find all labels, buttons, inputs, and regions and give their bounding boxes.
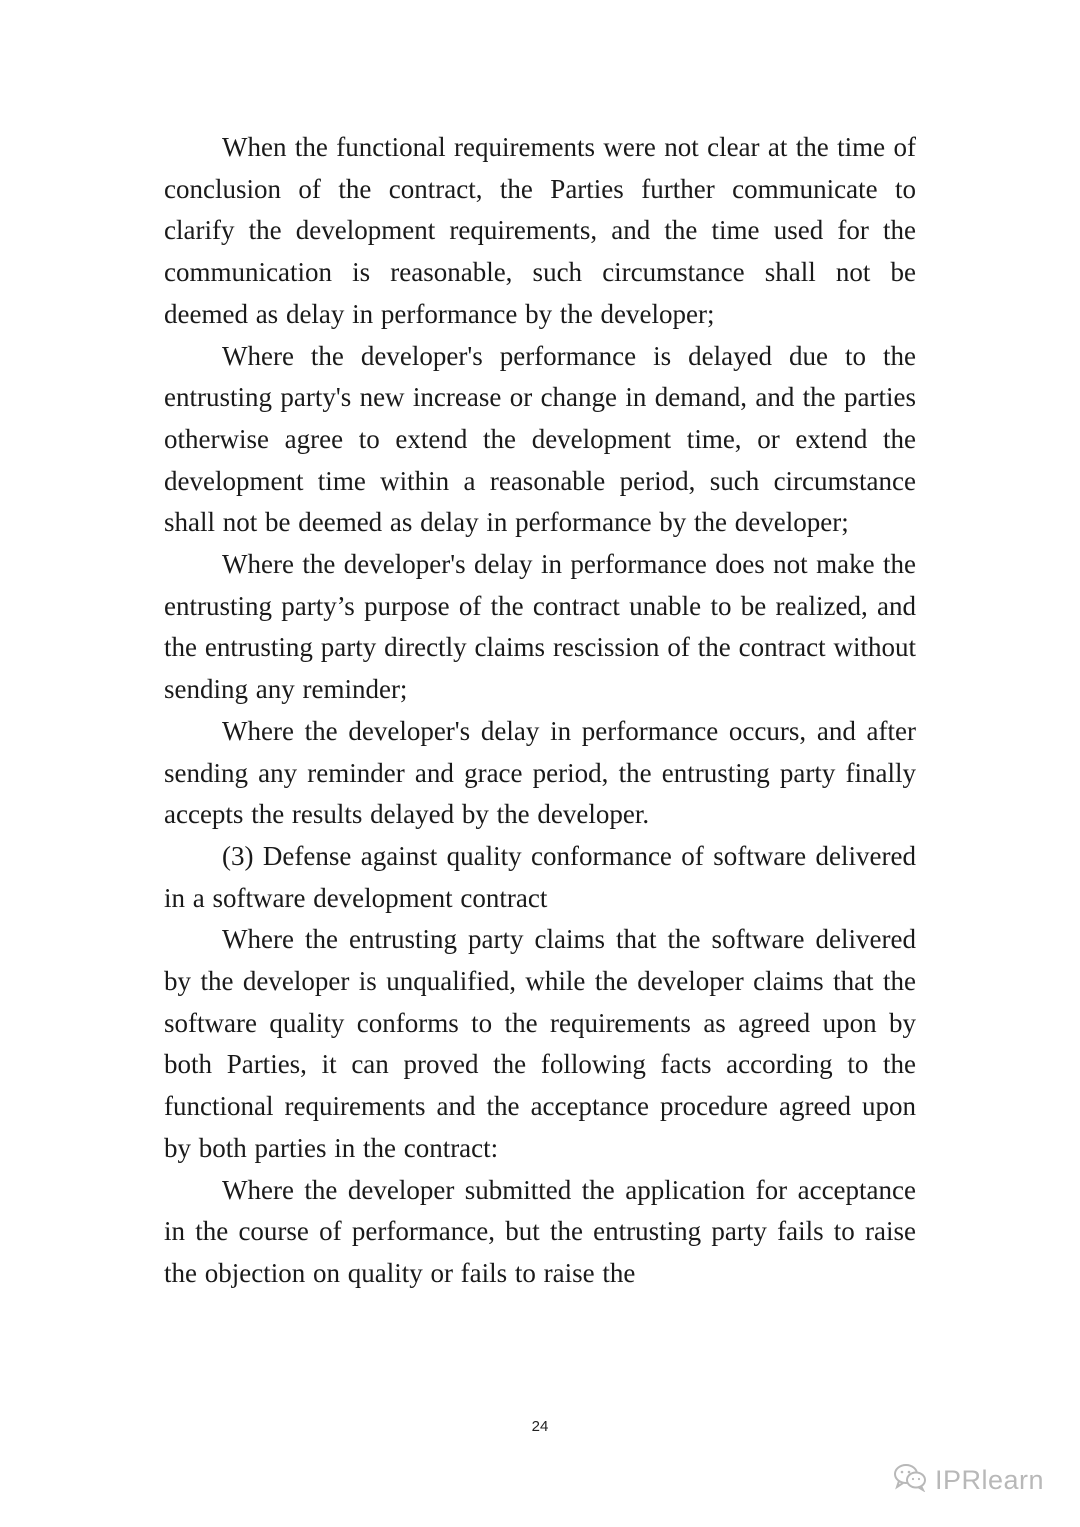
document-body	[164, 127, 916, 1295]
page-number: 24	[531, 1418, 549, 1435]
paragraph: Where the developer's delay in performance occurs, and after sending any reminder and grace period, the entrusting party finally accepts the results delayed by the developer.	[164, 715, 916, 830]
wechat-icon	[893, 1462, 927, 1499]
paragraph: Where the developer submitted the application for acceptance in the course of performance, but the entrusting party fails to raise the objection on quality or fails to raise the	[164, 1174, 916, 1288]
paragraph: When the functional requirements were not clear at the time of conclusion of the contract, the Parties further communicate to clarify the development requirements, and the time used for the communication is reasonable, such circumstance shall not be deemed as delay in performance by the developer;	[164, 132, 916, 329]
watermark-text: IPRlearn	[934, 1465, 1044, 1495]
paragraph: Where the developer's delay in performance does not make the entrusting party’s purpose of the contract unable to be realized, and the entrusting party directly claims rescission of the contract without sending any reminder;	[164, 549, 916, 705]
paragraph: Where the developer's performance is delayed due to the entrusting party's new increase or change in demand, and the parties otherwise agree to extend the development time, or extend the development time within a reasonable period, such circumstance shall not be deemed as delay in performance by the developer;	[164, 340, 916, 538]
section-heading: (3) Defense against quality conformance of software delivered in a software development contract	[164, 840, 916, 913]
paragraph: Where the entrusting party claims that the software delivered by the developer is unqualified, while the developer claims that the software quality conforms to the requirements as agreed upon by both Parties, it can proved the following facts according to the functional requirements and the acceptance procedure agreed upon by both parties in the contract:	[164, 924, 916, 1163]
watermark	[893, 1462, 1044, 1499]
